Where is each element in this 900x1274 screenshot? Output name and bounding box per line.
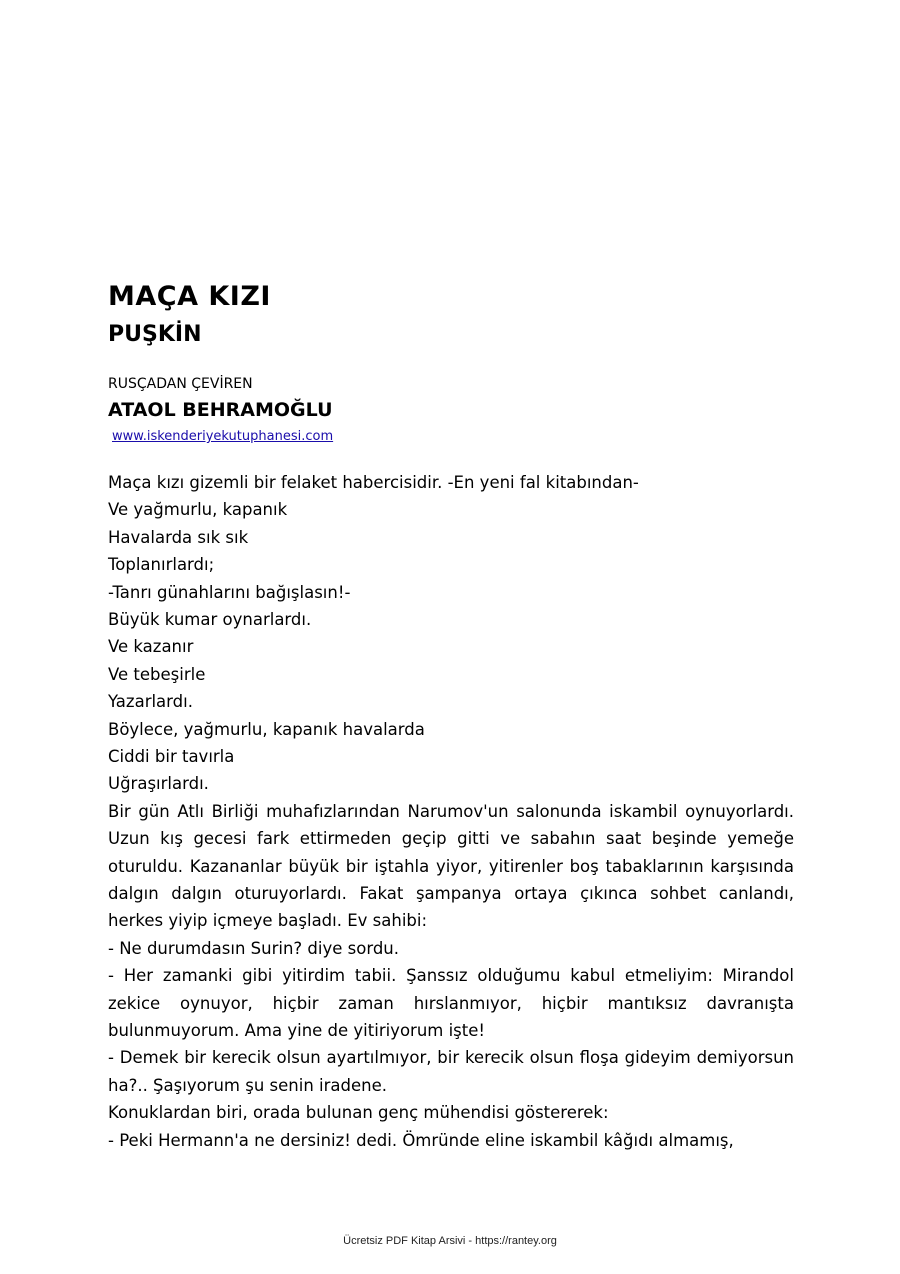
paragraph: Konuklardan biri, orada bulunan genç mühendisi göstererek: xyxy=(108,1103,609,1123)
verse-line: Toplanırlardı; xyxy=(108,555,215,575)
verse-line: Uğraşırlardı. xyxy=(108,774,209,794)
paragraph: - Demek bir kerecik olsun ayartılmıyor, bir kerecik olsun floşa gideyim demiyorsun ha?.. Şaşıyorum şu senin iradene. xyxy=(108,1048,794,1095)
verse-line: Yazarlardı. xyxy=(108,692,193,712)
translator-name: ATAOL BEHRAMOĞLU xyxy=(108,399,333,421)
epigraph-line: Maça kızı gizemli bir felaket habercisidir. -En yeni fal kitabından- xyxy=(108,473,639,492)
verse-line: Ve tebeşirle xyxy=(108,664,206,684)
paragraph: - Ne durumdasın Surin? diye sordu. xyxy=(108,938,399,958)
translated-from-label: RUSÇADAN ÇEVİREN xyxy=(108,376,253,392)
paragraph: - Peki Hermann'a ne dersiniz! dedi. Ömründe eline iskambil kâğıdı almamış, xyxy=(108,1130,734,1150)
verse-line: Ve yağmurlu, kapanık xyxy=(108,500,288,520)
paragraph: Bir gün Atlı Birliği muhafızlarından Narumov'un salonunda iskambil oynuyorlardı. Uzun kış gecesi fark ettirmeden geçip gitti ve sabahın saat beşinde yemeğe oturuldu. Kazananlar büyük bir iştahla yiyor, yitirenler boş tabaklarının karşısında dalgın dalgın oturuyorlardı. Fakat şampanya ortaya çıkınca sohbet canlandı, herkes yiyip içmeye başladı. Ev sahibi: xyxy=(108,801,794,931)
author-name: PUŞKİN xyxy=(108,322,202,347)
website-link[interactable]: www.iskenderiyekutuphanesi.com xyxy=(112,429,334,444)
book-title: MAÇA KIZI xyxy=(108,281,271,312)
verse-line: Ve kazanır xyxy=(108,637,194,657)
body-text xyxy=(108,469,794,1154)
verse-line: -Tanrı günahlarını bağışlasın!- xyxy=(108,582,351,602)
verse-line: Büyük kumar oynarlardı. xyxy=(108,609,312,629)
verse-line: Havalarda sık sık xyxy=(108,527,249,547)
paragraph: - Her zamanki gibi yitirdim tabii. Şanssız olduğumu kabul etmeliyim: Mirandol zekice oynuyor, hiçbir zaman hırslanmıyor, hiçbir mantıksız davranışta bulunmuyorum. Ama yine de yitiriyorum işte! xyxy=(108,966,794,1040)
verse-line: Ciddi bir tavırla xyxy=(108,746,235,766)
page-footer: Ücretsiz PDF Kitap Arsivi - https://rantey.org xyxy=(343,1235,557,1247)
verse-line: Böylece, yağmurlu, kapanık havalarda xyxy=(108,719,425,739)
